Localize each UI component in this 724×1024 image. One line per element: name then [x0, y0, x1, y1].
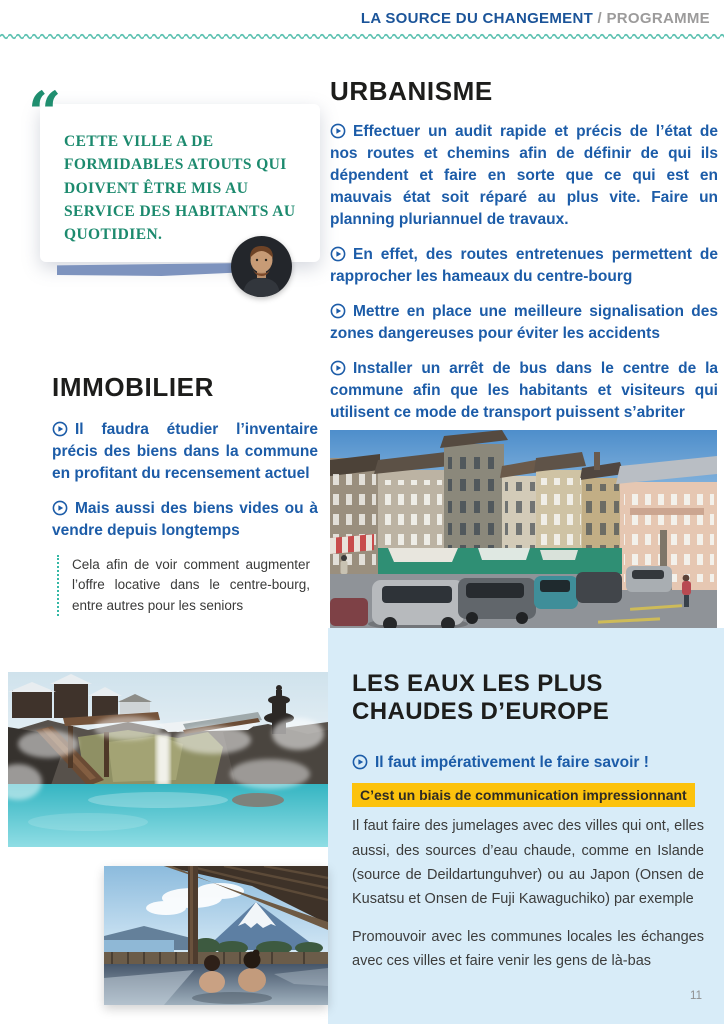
panel-title-line1: LES EAUX LES PLUS — [352, 670, 603, 697]
section-label: PROGRAMME — [606, 10, 710, 27]
header-separator: / — [593, 10, 607, 27]
page-header — [361, 10, 710, 27]
brush-stroke-decoration — [57, 263, 247, 276]
list-item-text: Il faudra étudier l’inventaire précis des biens dans la commune en profitant du recensement actuel — [52, 421, 318, 482]
town-square-photo — [330, 430, 717, 630]
list-item-text: Il faut impérativement le faire savoir ! — [375, 754, 649, 772]
play-circle-icon — [330, 246, 346, 262]
eaux-panel — [328, 628, 724, 1024]
list-item-text: En effet, des routes entretenues permettent de rapprocher les hameaux du centre-bourg — [330, 246, 718, 285]
list-item-text: Mettre en place une meilleure signalisation des zones dangereuses pour éviter les accidents — [330, 303, 718, 342]
play-circle-icon — [352, 754, 368, 770]
section-title-immobilier: IMMOBILIER — [52, 372, 214, 402]
play-circle-icon — [330, 303, 346, 319]
list-item — [330, 244, 718, 288]
panel-paragraph: Il faut faire des jumelages avec des villes qui ont, elles aussi, des sources d’eau chaude, comme en Islande (source de Deildartunguhver) ou au Japon (Onsen de Kusatsu et Onsen de Fuji Kawaguchiko) par exemple — [352, 818, 704, 908]
brand-title: LA SOURCE DU CHANGEMENT — [360, 10, 594, 27]
panel-title-line2: CHAUDES D’EUROPE — [352, 698, 610, 726]
hot-spring-photo — [8, 672, 328, 847]
section-title-urbanisme: URBANISME — [330, 76, 493, 106]
wave-divider — [0, 30, 724, 40]
avatar — [231, 236, 292, 297]
list-item — [330, 301, 718, 345]
list-item — [330, 358, 718, 424]
immobilier-list — [52, 419, 318, 616]
list-item — [352, 752, 702, 774]
list-item — [52, 498, 318, 542]
sub-note: Cela afin de voir comment augmenter l’offre locative dans le centre-bourg, entre autres pour les seniors — [57, 555, 310, 616]
urbanisme-list — [330, 121, 718, 437]
list-item — [330, 121, 718, 231]
list-item-text: Effectuer un audit rapide et précis de l’état de nos routes et chemins afin de définir de qui ils dépendent et faire en sorte que ce qui est en mauvais état soit réparé au plus vite. Faire un planning pluriannuel de travaux. — [330, 123, 718, 228]
list-item-text: Installer un arrêt de bus dans le centre de la commune afin que les habitants et visiteurs qui utilisent ce mode de transport puissent s’abriter — [330, 360, 718, 421]
play-circle-icon — [330, 360, 346, 376]
list-item — [52, 419, 318, 485]
quote-icon: “ — [28, 79, 62, 147]
highlighted-text: C’est un biais de communication impressionnant — [352, 783, 695, 807]
play-circle-icon — [52, 500, 68, 516]
play-circle-icon — [52, 421, 68, 437]
panel-title — [352, 670, 702, 726]
quote-card — [40, 104, 320, 262]
list-item-text: Mais aussi des biens vides ou à vendre depuis longtemps — [52, 500, 318, 539]
page-number: 11 — [690, 990, 702, 1002]
play-circle-icon — [330, 123, 346, 139]
panel-paragraph: Promouvoir avec les communes locales les échanges avec ces villes et faire venir les gens de là-bas — [352, 928, 704, 969]
quote-text: CETTE VILLE A DE FORMIDABLES ATOUTS QUI DOIVENT ÊTRE MIS AU SERVICE DES HABITANTS AU QUOTIDIEN. — [64, 133, 296, 243]
onsen-fuji-photo — [104, 866, 328, 1005]
portrait-illustration — [231, 236, 292, 297]
